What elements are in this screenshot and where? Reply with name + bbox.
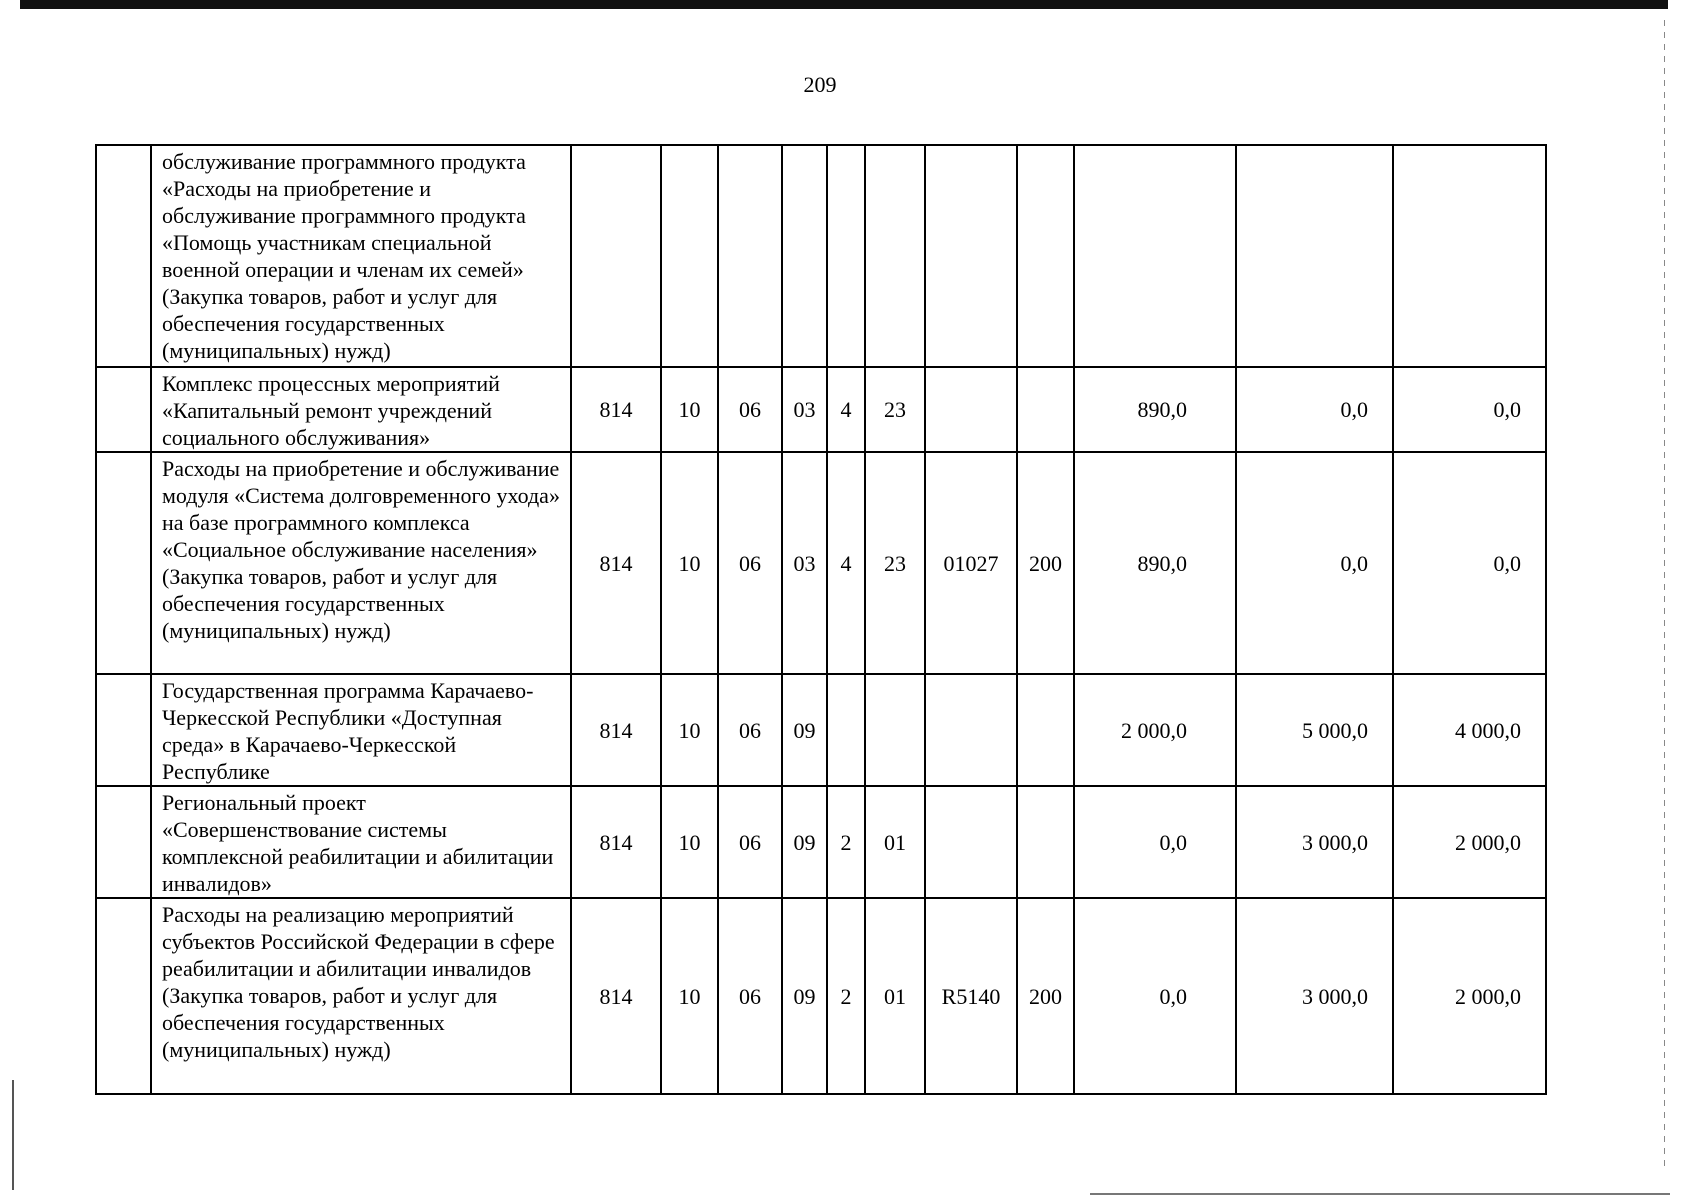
code-cell: 814 bbox=[571, 367, 661, 452]
row-number-cell bbox=[96, 898, 151, 1094]
code-cell: 814 bbox=[571, 786, 661, 898]
amount-3-cell: 2 000,0 bbox=[1393, 898, 1546, 1094]
subprogram-cell: 4 bbox=[827, 367, 865, 452]
row-number-cell bbox=[96, 674, 151, 786]
amount-1-cell: 0,0 bbox=[1074, 786, 1236, 898]
amount-2-cell bbox=[1236, 145, 1393, 367]
table-row bbox=[96, 786, 1546, 898]
section-cell: 10 bbox=[661, 898, 718, 1094]
amount-3-cell: 0,0 bbox=[1393, 367, 1546, 452]
scan-left-edge bbox=[12, 1080, 14, 1190]
amount-3-cell: 0,0 bbox=[1393, 452, 1546, 674]
subprogram-cell bbox=[827, 145, 865, 367]
program-cell: 09 bbox=[782, 898, 827, 1094]
expense-type-cell bbox=[1017, 367, 1074, 452]
row-number-cell bbox=[96, 786, 151, 898]
row-number-cell bbox=[96, 452, 151, 674]
expense-type-cell bbox=[1017, 674, 1074, 786]
main-event-cell bbox=[865, 674, 925, 786]
amount-2-cell: 3 000,0 bbox=[1236, 786, 1393, 898]
budget-table bbox=[95, 144, 1547, 1095]
code-cell: 814 bbox=[571, 898, 661, 1094]
section-cell: 10 bbox=[661, 674, 718, 786]
direction-cell: R5140 bbox=[925, 898, 1017, 1094]
amount-3-cell: 4 000,0 bbox=[1393, 674, 1546, 786]
direction-cell: 01027 bbox=[925, 452, 1017, 674]
description-cell: обслуживание программного продукта «Расходы на приобретение и обслуживание программного продукта «Помощь участникам специальной военной операции и членам их семей» (Закупка товаров, работ и услуг для обеспечения государственных (муниципальных) нужд) bbox=[151, 145, 571, 367]
amount-3-cell bbox=[1393, 145, 1546, 367]
amount-2-cell: 0,0 bbox=[1236, 452, 1393, 674]
amount-1-cell: 2 000,0 bbox=[1074, 674, 1236, 786]
description-cell: Расходы на приобретение и обслуживание модуля «Система долговременного ухода» на базе программного комплекса «Социальное обслуживание населения» (Закупка товаров, работ и услуг для обеспечения государственных (муниципальных) нужд) bbox=[151, 452, 571, 674]
amount-1-cell bbox=[1074, 145, 1236, 367]
expense-type-cell bbox=[1017, 786, 1074, 898]
program-cell: 03 bbox=[782, 367, 827, 452]
program-cell bbox=[782, 145, 827, 367]
main-event-cell: 01 bbox=[865, 786, 925, 898]
main-event-cell: 23 bbox=[865, 367, 925, 452]
amount-1-cell: 890,0 bbox=[1074, 367, 1236, 452]
expense-type-cell bbox=[1017, 145, 1074, 367]
subprogram-cell bbox=[827, 674, 865, 786]
amount-2-cell: 5 000,0 bbox=[1236, 674, 1393, 786]
main-event-cell bbox=[865, 145, 925, 367]
table-row bbox=[96, 367, 1546, 452]
scan-bottom-edge bbox=[1090, 1193, 1670, 1195]
subsection-cell: 06 bbox=[718, 674, 782, 786]
main-event-cell: 23 bbox=[865, 452, 925, 674]
table-row bbox=[96, 898, 1546, 1094]
program-cell: 09 bbox=[782, 674, 827, 786]
subprogram-cell: 4 bbox=[827, 452, 865, 674]
row-number-cell bbox=[96, 367, 151, 452]
table-row bbox=[96, 674, 1546, 786]
table-row bbox=[96, 452, 1546, 674]
description-cell: Расходы на реализацию мероприятий субъектов Российской Федерации в сфере реабилитации и абилитации инвалидов (Закупка товаров, работ и услуг для обеспечения государственных (муниципальных) нужд) bbox=[151, 898, 571, 1094]
expense-type-cell: 200 bbox=[1017, 898, 1074, 1094]
scan-right-edge bbox=[1664, 20, 1665, 1170]
section-cell: 10 bbox=[661, 452, 718, 674]
amount-1-cell: 0,0 bbox=[1074, 898, 1236, 1094]
direction-cell bbox=[925, 145, 1017, 367]
direction-cell bbox=[925, 786, 1017, 898]
description-cell: Комплекс процессных мероприятий «Капитальный ремонт учреждений социального обслуживания» bbox=[151, 367, 571, 452]
description-cell: Государственная программа Карачаево-Черкесской Республики «Доступная среда» в Карачаево-Черкесской Республике bbox=[151, 674, 571, 786]
subprogram-cell: 2 bbox=[827, 786, 865, 898]
row-number-cell bbox=[96, 145, 151, 367]
subsection-cell: 06 bbox=[718, 367, 782, 452]
amount-3-cell: 2 000,0 bbox=[1393, 786, 1546, 898]
section-cell: 10 bbox=[661, 786, 718, 898]
subsection-cell: 06 bbox=[718, 898, 782, 1094]
expense-type-cell: 200 bbox=[1017, 452, 1074, 674]
code-cell: 814 bbox=[571, 674, 661, 786]
main-event-cell: 01 bbox=[865, 898, 925, 1094]
program-cell: 09 bbox=[782, 786, 827, 898]
amount-1-cell: 890,0 bbox=[1074, 452, 1236, 674]
page-number: 209 bbox=[803, 72, 837, 97]
code-cell bbox=[571, 145, 661, 367]
subsection-cell: 06 bbox=[718, 786, 782, 898]
subprogram-cell: 2 bbox=[827, 898, 865, 1094]
amount-2-cell: 0,0 bbox=[1236, 367, 1393, 452]
subsection-cell bbox=[718, 145, 782, 367]
amount-2-cell: 3 000,0 bbox=[1236, 898, 1393, 1094]
program-cell: 03 bbox=[782, 452, 827, 674]
table-row bbox=[96, 145, 1546, 367]
code-cell: 814 bbox=[571, 452, 661, 674]
scan-top-edge bbox=[20, 0, 1668, 9]
section-cell: 10 bbox=[661, 367, 718, 452]
subsection-cell: 06 bbox=[718, 452, 782, 674]
direction-cell bbox=[925, 367, 1017, 452]
description-cell: Региональный проект «Совершенствование системы комплексной реабилитации и абилитации инвалидов» bbox=[151, 786, 571, 898]
section-cell bbox=[661, 145, 718, 367]
direction-cell bbox=[925, 674, 1017, 786]
